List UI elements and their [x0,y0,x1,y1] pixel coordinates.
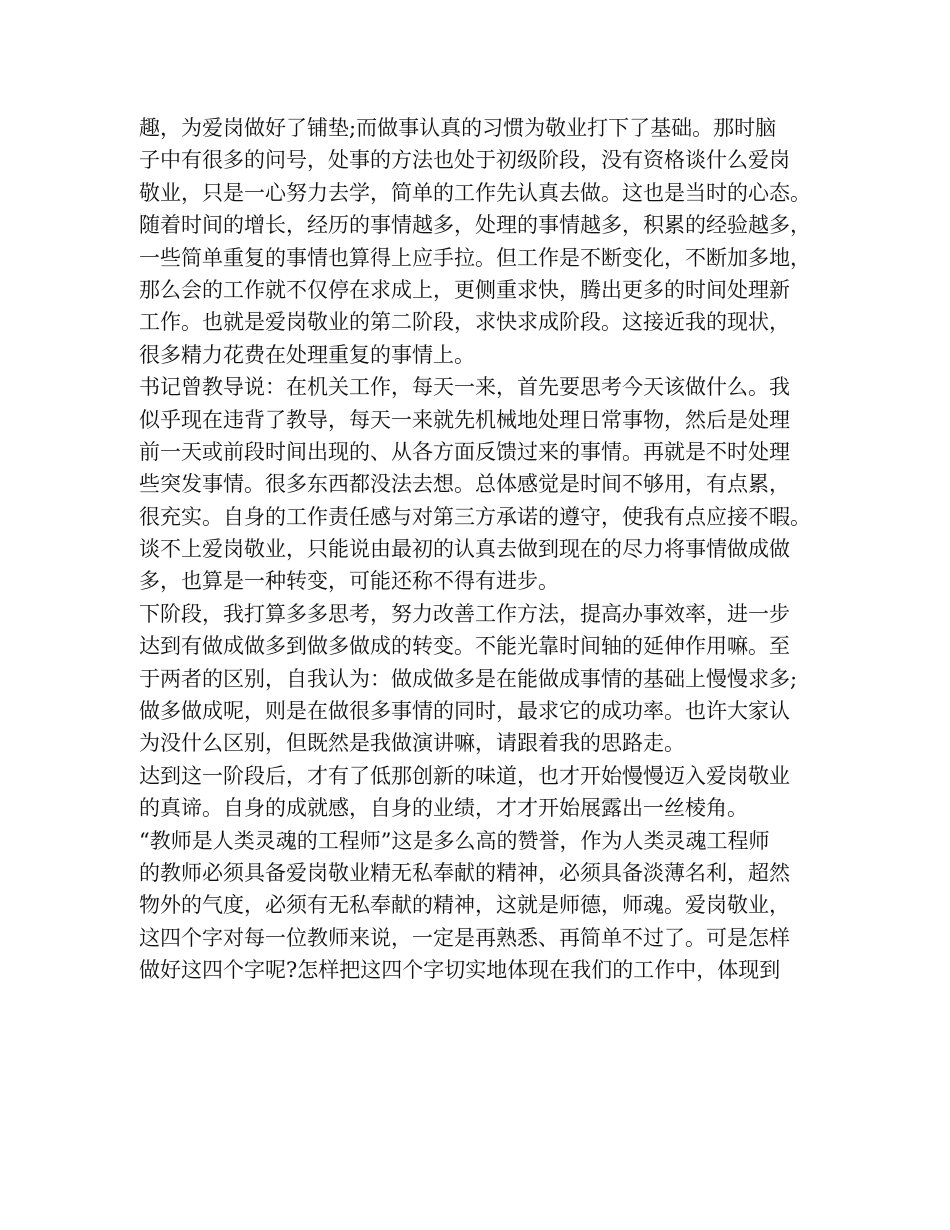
text-line: 些突发事情。很多东西都没法去想。总体感觉是时间不够用，有点累， [139,472,790,497]
text-line: 很充实。自身的工作责任感与对第三方承诺的遵守，使我有点应接不暇。 [139,504,811,529]
body-text [139,112,829,987]
text-line: 达到有做成做多到做多做成的转变。不能光靠时间轴的延伸作用嘛。至 [139,634,790,659]
text-line: “教师是人类灵魂的工程师”这是多么高的赞誉，作为人类灵魂工程师 [139,828,770,853]
text-line: 那么会的工作就不仅停在求成上，更侧重求快，腾出更多的时间处理新 [139,277,790,302]
text-line: 的教师必须具备爱岗敬业精无私奉献的精神，必须具备淡薄名利，超然 [139,860,790,885]
text-line: 趣，为爱岗做好了铺垫;而做事认真的习惯为敬业打下了基础。那时脑 [139,116,777,140]
text-line: 这四个字对每一位教师来说，一定是再熟悉、再简单不过了。可是怎样 [139,925,790,950]
text-line: 为没什么区别，但既然是我做演讲嘛，请跟着我的思路走。 [139,731,685,756]
text-line: 的真谛。自身的成就感，自身的业绩，才才开始展露出一丝棱角。 [139,796,748,821]
text-line: 达到这一阶段后，才有了低那创新的味道，也才开始慢慢迈入爱岗敬业 [139,763,790,788]
text-line: 多，也算是一种转变，可能还称不得有进步。 [139,569,559,594]
text-line: 于两者的区别，自我认为：做成做多是在能做成事情的基础上慢慢求多; [139,666,798,691]
text-line: 随着时间的增长，经历的事情越多，处理的事情越多，积累的经验越多， [139,213,811,238]
text-line: 敬业，只是一心努力去学，简单的工作先认真去做。这也是当时的心态。 [139,180,811,205]
text-line: 工作。也就是爱岗敬业的第二阶段，求快求成阶段。这接近我的现状， [139,310,790,335]
text-line: 书记曾教导说：在机关工作，每天一来，首先要思考今天该做什么。我 [139,375,790,400]
text-line: 似乎现在违背了教导，每天一来就先机械地处理日常事物，然后是处理 [139,407,790,432]
text-line: 做好这四个字呢?怎样把这四个字切实地体现在我们的工作中，体现到 [139,958,781,983]
text-line: 子中有很多的问号，处事的方法也处于初级阶段，没有资格谈什么爱岗 [139,148,790,173]
text-line: 谈不上爱岗敬业，只能说由最初的认真去做到现在的尽力将事情做成做 [139,537,790,562]
text-line: 物外的气度，必须有无私奉献的精神，这就是师德，师魂。爱岗敬业， [139,893,790,918]
text-line: 下阶段，我打算多多思考，努力改善工作方法，提高办事效率，进一步 [139,601,790,626]
text-line: 一些简单重复的事情也算得上应手拉。但工作是不断变化，不断加多地， [139,245,811,270]
text-line: 前一天或前段时间出现的、从各方面反馈过来的事情。再就是不时处理 [139,439,790,464]
text-line: 很多精力花费在处理重复的事情上。 [139,342,475,367]
text-line: 做多做成呢，则是在做很多事情的同时，最求它的成功率。也许大家认 [139,699,790,724]
